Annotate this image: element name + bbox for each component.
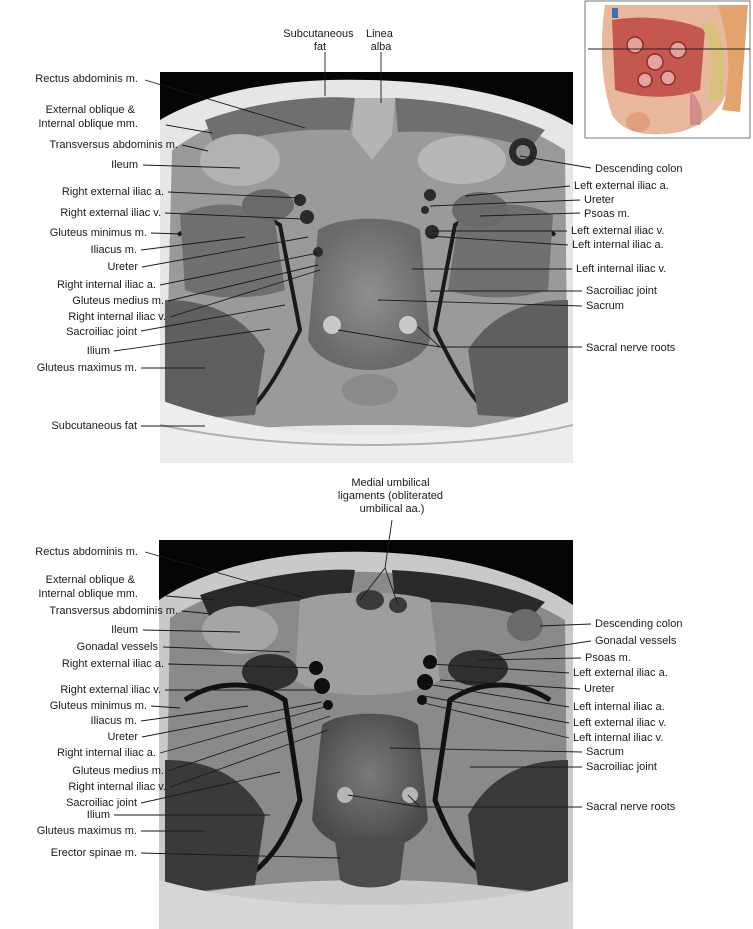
label-right-internal-iliac-v-b: Right internal iliac v. [68, 781, 166, 793]
label-left-external-iliac-v-top: Left external iliac v. [571, 225, 665, 237]
label-gonadal-vessels-right-b: Gonadal vessels [595, 635, 677, 647]
label-right-external-iliac-a-b: Right external iliac a. [61, 658, 164, 670]
label-gluteus-minimus: Gluteus minimus m. [49, 227, 147, 239]
label-sacroiliac-joint-right-b: Sacroiliac joint [586, 761, 657, 773]
label-transversus-abdominis: Transversus abdominis m. [49, 139, 178, 151]
labels-left-bottom [35, 546, 178, 859]
label-sacrum-b: Sacrum [586, 746, 624, 758]
label-gonadal-vessels-left-b: Gonadal vessels [76, 641, 158, 653]
label-right-internal-iliac-a-b: Right internal iliac a. [56, 747, 156, 759]
label-rectus-abdominis: Rectus abdominis m. [35, 73, 138, 85]
label-medial-umbilical-ligaments: Medial umbilical ligaments (obliterated umbilical aa.) [337, 477, 444, 515]
label-right-external-iliac-v: Right external iliac v. [60, 207, 161, 219]
label-ureter-right-top: Ureter [584, 194, 615, 206]
labels-left-top [35, 73, 178, 432]
label-gluteus-medius: Gluteus medius m. [72, 295, 164, 307]
label-sacroiliac-joint-left-b: Sacroiliac joint [66, 797, 137, 809]
label-transversus-abdominis-b: Transversus abdominis m. [49, 605, 178, 617]
label-sacroiliac-joint-left-top: Sacroiliac joint [66, 326, 137, 338]
label-right-external-iliac-a: Right external iliac a. [61, 186, 164, 198]
label-left-internal-iliac-a-b: Left internal iliac a. [573, 701, 665, 713]
label-descending-colon-b: Descending colon [595, 618, 683, 630]
label-iliacus-b: Iliacus m. [90, 715, 137, 727]
label-ureter-left-b: Ureter [107, 731, 138, 743]
label-ureter-left-top: Ureter [107, 261, 138, 273]
anatomy-inset [585, 1, 750, 138]
label-iliacus: Iliacus m. [90, 244, 137, 256]
label-descending-colon-top: Descending colon [595, 163, 683, 175]
label-external-internal-oblique-b: External oblique & Internal oblique mm. [38, 574, 138, 600]
label-gluteus-maximus: Gluteus maximus m. [36, 362, 137, 374]
label-rectus-abdominis-b: Rectus abdominis m. [35, 546, 138, 558]
label-erector-spinae-b: Erector spinae m. [50, 847, 137, 859]
label-right-external-iliac-v-b: Right external iliac v. [60, 684, 161, 696]
label-external-internal-oblique: External oblique & Internal oblique mm. [38, 104, 138, 130]
label-subcutaneous-fat-left: Subcutaneous fat [51, 420, 137, 432]
label-right-internal-iliac-v: Right internal iliac v. [68, 311, 166, 323]
label-sacrum-top: Sacrum [586, 300, 624, 312]
label-left-external-iliac-a-b: Left external iliac a. [573, 667, 668, 679]
label-subcutaneous-fat-top: Subcutaneous fat [283, 28, 354, 53]
label-sacral-nerve-roots-top: Sacral nerve roots [586, 342, 676, 354]
labels-right-bottom [573, 618, 682, 813]
label-ureter-right-b: Ureter [584, 683, 615, 695]
label-left-external-iliac-v-b: Left external iliac v. [573, 717, 667, 729]
label-left-internal-iliac-v-b: Left internal iliac v. [573, 732, 664, 744]
label-sacroiliac-joint-right-top: Sacroiliac joint [586, 285, 657, 297]
mri-image-top [160, 72, 573, 463]
label-left-external-iliac-a-top: Left external iliac a. [574, 180, 669, 192]
labels-right-top [571, 163, 682, 354]
label-ileum-b: Ileum [111, 624, 138, 636]
label-left-internal-iliac-v-top: Left internal iliac v. [576, 263, 667, 275]
mri-image-bottom [159, 540, 573, 929]
label-gluteus-medius-b: Gluteus medius m. [72, 765, 164, 777]
label-linea-alba: Linea alba [366, 28, 393, 53]
label-sacral-nerve-roots-b: Sacral nerve roots [586, 801, 676, 813]
label-gluteus-maximus-b: Gluteus maximus m. [36, 825, 137, 837]
label-ileum: Ileum [111, 159, 138, 171]
label-ilium-b: Ilium [86, 809, 110, 821]
label-gluteus-minimus-b: Gluteus minimus m. [49, 700, 147, 712]
label-psoas-b: Psoas m. [585, 652, 631, 664]
label-ilium: Ilium [86, 345, 110, 357]
label-right-internal-iliac-a: Right internal iliac a. [56, 279, 156, 291]
label-left-internal-iliac-a-top: Left internal iliac a. [572, 239, 664, 251]
label-psoas-top: Psoas m. [584, 208, 630, 220]
